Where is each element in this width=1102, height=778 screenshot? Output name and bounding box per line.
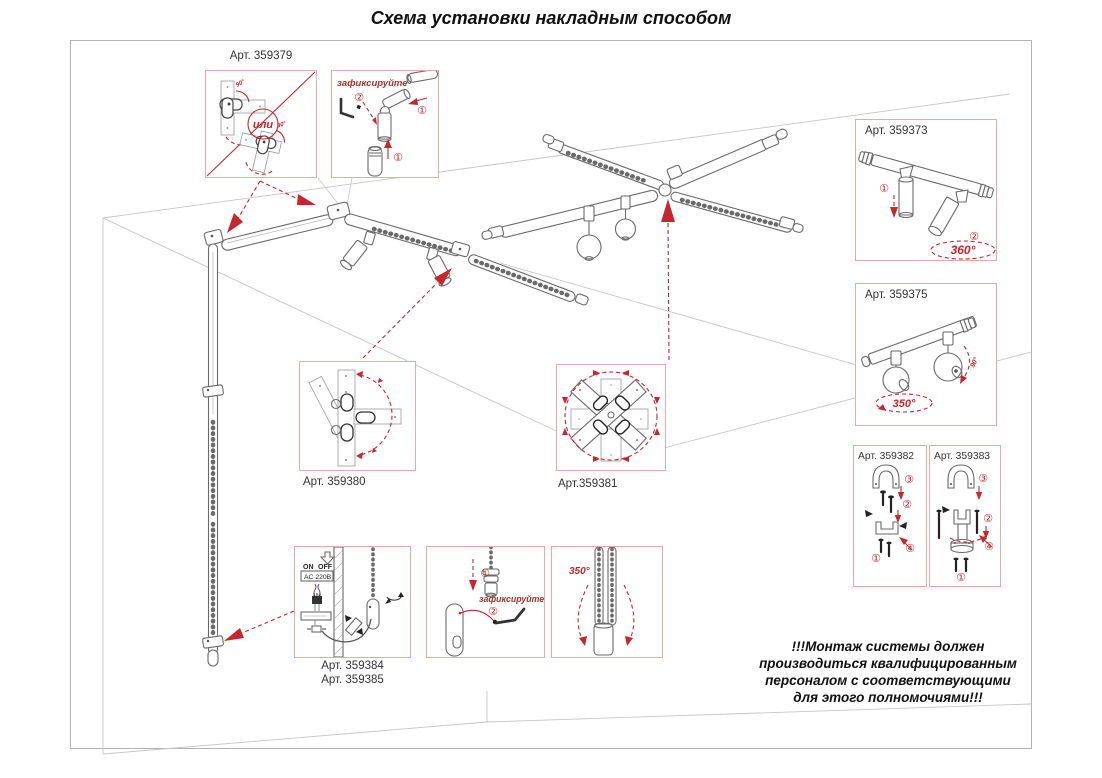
step-3: ③ bbox=[904, 474, 914, 486]
warning-line: !!!Монтаж системы должен bbox=[791, 639, 985, 654]
inset-fix-connector-top bbox=[331, 70, 439, 178]
angle-label: 90° bbox=[235, 79, 246, 89]
angle-label-350: 350° bbox=[892, 398, 916, 410]
step-1: ① bbox=[480, 568, 490, 580]
art-label-359379: Арт. 359379 bbox=[229, 50, 293, 62]
small-screws bbox=[953, 558, 968, 571]
end-cap-piece bbox=[446, 604, 463, 656]
art-label-359384: Арт. 359384 bbox=[321, 660, 384, 672]
art-label-359375: Арт. 359375 bbox=[865, 289, 928, 301]
ac-label: AC 220В bbox=[304, 574, 332, 581]
step-2: ② bbox=[983, 513, 993, 525]
installation-warning bbox=[738, 638, 1038, 706]
angle-label-90: 90° bbox=[969, 356, 981, 369]
warning-line: персоналом с соответствующими bbox=[765, 673, 1011, 688]
art-label-359383: Арт. 359383 bbox=[934, 451, 991, 462]
step-4: ④ bbox=[905, 543, 915, 555]
angle-label-360: 360° bbox=[950, 243, 976, 257]
warning-line: производиться квалифицированным bbox=[759, 656, 1017, 671]
inset-corner-359379 bbox=[205, 70, 317, 178]
inset-cross-359380 bbox=[299, 361, 416, 471]
step-3: ③ bbox=[978, 473, 988, 485]
step-1: ① bbox=[417, 105, 427, 117]
u-bracket bbox=[948, 465, 974, 488]
step-1: ① bbox=[393, 152, 403, 164]
step-4: ④ bbox=[984, 541, 994, 553]
step-1: ① bbox=[879, 183, 889, 195]
inset-cross-359381 bbox=[556, 364, 666, 471]
chain-stems bbox=[594, 547, 616, 655]
hex-key-icon bbox=[496, 609, 524, 623]
step-2: ② bbox=[902, 499, 912, 511]
screws bbox=[880, 490, 894, 512]
wiring-column bbox=[301, 552, 334, 632]
track-with-ball-spots bbox=[860, 316, 977, 393]
fix-label: зафиксируйте bbox=[479, 594, 544, 604]
inset-power-359384 bbox=[294, 546, 411, 658]
inset-fix-connector-bottom bbox=[426, 546, 545, 658]
track-cross-system bbox=[481, 128, 804, 240]
or-label: или bbox=[252, 119, 274, 131]
step-1: ① bbox=[871, 553, 881, 565]
u-bracket bbox=[873, 465, 899, 488]
angle-label: 90° bbox=[276, 121, 287, 130]
off-label: OFF bbox=[318, 564, 332, 571]
warning-line: для этого полномочиями!!! bbox=[793, 690, 983, 705]
step-2: ② bbox=[488, 606, 498, 618]
step-2: ② bbox=[969, 231, 979, 243]
page-title: Схема установки накладным способом bbox=[370, 8, 732, 28]
clamp-block bbox=[876, 522, 898, 534]
art-label-359380: Арт. 359380 bbox=[303, 476, 366, 488]
step-1: ① bbox=[956, 572, 966, 584]
hex-key-icon bbox=[341, 99, 353, 117]
fix-label: зафиксируйте bbox=[337, 78, 408, 89]
art-label-359381: Арт.359381 bbox=[558, 478, 618, 490]
inset-clamp-359382 bbox=[853, 445, 927, 587]
on-label: ON bbox=[303, 564, 314, 571]
cross-rotation-plates bbox=[571, 379, 648, 461]
inset-clamp-359383 bbox=[929, 445, 1001, 587]
inset-ball-359375 bbox=[855, 283, 997, 426]
art-label-359373: Арт. 359373 bbox=[865, 125, 928, 137]
inset-rotate-350 bbox=[551, 546, 663, 658]
post-with-flange bbox=[951, 510, 973, 553]
cross-connector-plates bbox=[309, 370, 401, 466]
art-label-359385: Арт. 359385 bbox=[321, 674, 384, 686]
inset-spot-359373 bbox=[855, 119, 997, 261]
step-2: ② bbox=[354, 92, 364, 104]
angle-label-350: 350° bbox=[569, 566, 590, 577]
art-label-359382: Арт. 359382 bbox=[858, 451, 915, 462]
